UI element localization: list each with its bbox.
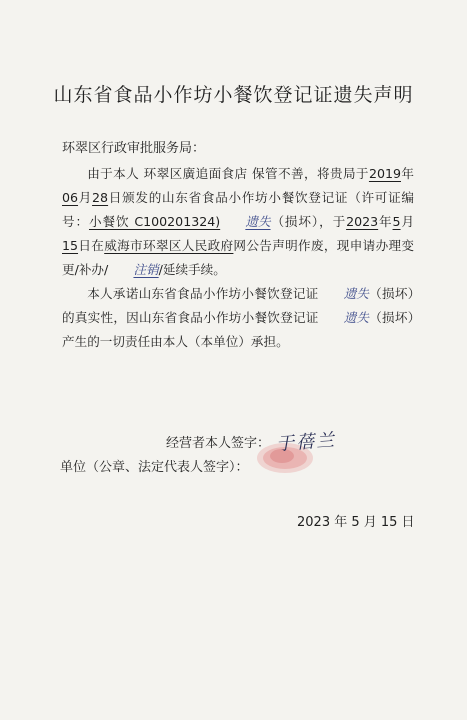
issue-year: 2019 (368, 166, 401, 181)
p1-text-3: 月 (78, 190, 93, 205)
p1-text-8: 日在 (78, 238, 105, 253)
issue-month: 06 (62, 190, 79, 205)
p1-text-7: 月 (400, 214, 415, 229)
cancel-checked: 注销 (133, 262, 159, 277)
p2-text-3: （损坏）产生的一切责任由本人（本单位）承担。 (62, 310, 415, 349)
notice-month: 5 (392, 214, 401, 229)
document-title: 山东省食品小作坊小餐饮登记证遗失声明 (53, 84, 414, 106)
p1-text-4: 日颁发的山东省食品小作坊小餐饮登记证（许可证编号： (62, 190, 415, 229)
lost-checked: 遗失 (245, 214, 271, 229)
p1-text-2: 年 (401, 166, 414, 181)
paragraph-1 (62, 162, 414, 282)
addressee: 环翠区行政审批服务局： (62, 141, 206, 156)
p1-text-1: 由于本人 环翠区廣追面食店 保管不善，将贵局于 (87, 166, 369, 181)
notice-day: 15 (62, 238, 79, 253)
p1-text-9: 网公告声明作废，现申请办理变更/补办/ (62, 238, 414, 277)
signature-label: 经营者本人签字： (166, 435, 271, 451)
statement-date: 2023 年 5 月 15 日 (297, 515, 415, 530)
p1-text-5: ，于 (319, 214, 347, 229)
notice-site: 威海市环翠区人民政府 (104, 238, 234, 253)
certificate-number: 小餐饮 C100201324) (88, 214, 221, 229)
notice-year: 2023 (346, 214, 379, 229)
p1-text-10: /延续手续。 (158, 262, 226, 277)
operator-signature-line (166, 428, 336, 454)
lost-checked-2: 遗失 (343, 286, 369, 301)
paragraph-2 (62, 282, 414, 354)
handwritten-signature: 于蓓兰 (275, 429, 337, 456)
p1-text-6: 年 (378, 214, 393, 229)
lost-checked-3: 遗失 (343, 310, 369, 325)
p1-damaged: （损坏） (270, 214, 320, 229)
seal-label: 单位（公章、法定代表人签字）： (60, 460, 249, 475)
p2-text-2: （损坏）的真实性，因山东省食品小作坊小餐饮登记证 (62, 286, 414, 325)
document-body (62, 162, 414, 354)
issue-day: 28 (92, 190, 109, 205)
p2-text-1: 本人承诺山东省食品小作坊小餐饮登记证 (87, 286, 319, 301)
